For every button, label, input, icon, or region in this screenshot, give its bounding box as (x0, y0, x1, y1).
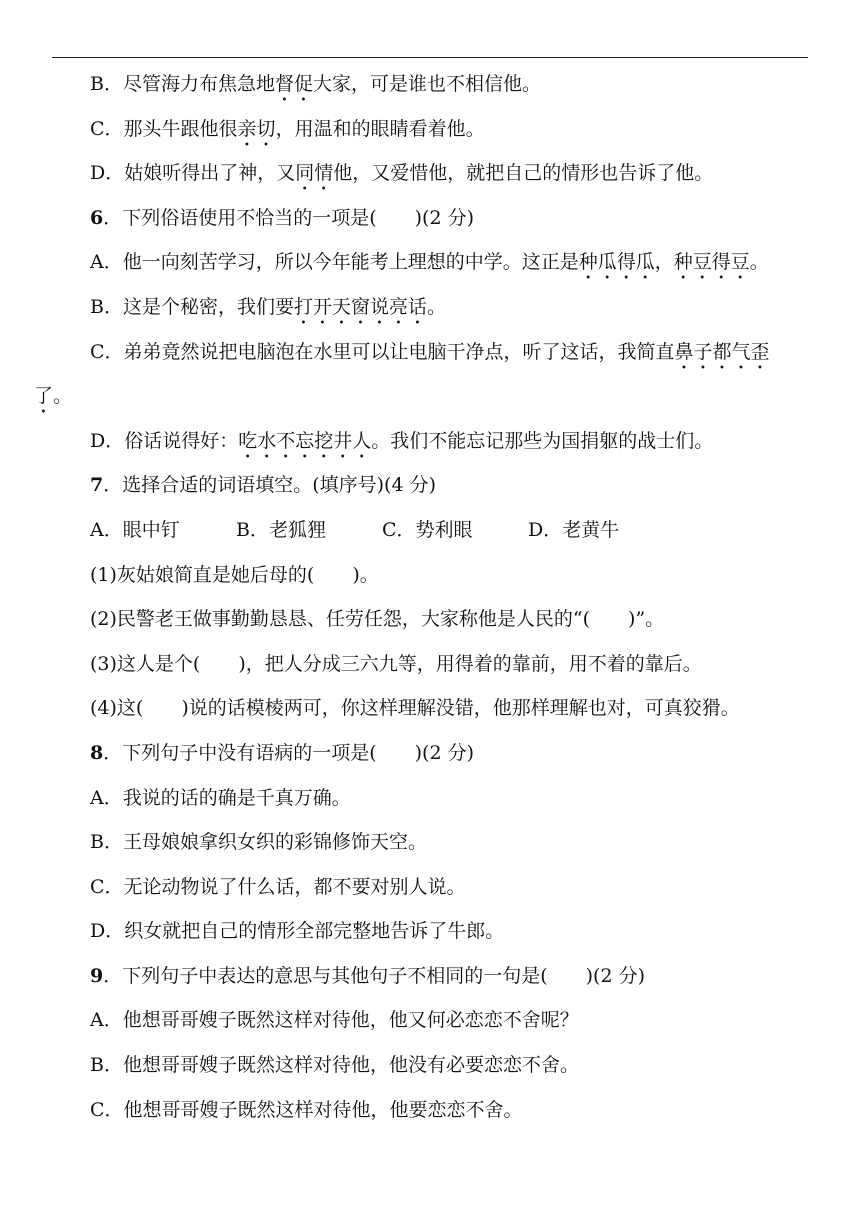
option-text: 。我们不能忘记那些为国捐躯的战士们。 (371, 429, 714, 452)
question-number: 6 (90, 206, 104, 229)
header-rule (52, 57, 808, 58)
option-text: 。 (426, 295, 446, 318)
emphasized-word: 种瓜得瓜，种豆得豆 (578, 251, 750, 274)
q6-option-d (56, 419, 808, 464)
option-text: 。 (749, 251, 769, 274)
emphasized-word: 鼻子都气歪 (674, 340, 770, 363)
q6-option-c (56, 330, 808, 375)
word-choice: C．势利眼 (382, 518, 473, 541)
word-choice: D．老黄牛 (528, 518, 620, 541)
option-text: ，用温和的眼睛看着他。 (275, 117, 485, 140)
question-number: 7 (90, 474, 104, 497)
q9-option-b: B．他想哥哥嫂子既然这样对待他，他没有必要恋恋不舍。 (90, 1054, 579, 1077)
q6-option-b (56, 285, 808, 330)
option-text: C．弟弟竟然说把电脑泡在水里可以让电脑干净点，听了这话，我简直 (90, 340, 675, 363)
question-number: 8 (90, 741, 104, 764)
q9-option-c: C．他想哥哥嫂子既然这样对待他，他要恋恋不舍。 (90, 1098, 523, 1121)
option-text: 。 (53, 385, 73, 408)
question-text: ．选择合适的词语填空。(填序号)(4 分) (103, 474, 437, 497)
option-text: A．他一向刻苦学习，所以今年能考上理想的中学。这正是 (90, 251, 579, 274)
q5-option-c (56, 107, 808, 152)
word-choice: B．老狐狸 (236, 518, 326, 541)
question-text: ．下列句子中没有语病的一项是( )(2 分) (103, 741, 475, 764)
question-6 (56, 196, 808, 241)
question-number: 9 (90, 964, 104, 987)
emphasized-word: 同情 (295, 162, 334, 185)
q8-option-b: B．王母娘娘拿织女织的彩锦修饰天空。 (90, 831, 427, 854)
question-9 (56, 954, 808, 999)
exam-page-content (34, 62, 808, 1132)
option-text: B．尽管海力布焦急地 (90, 73, 275, 95)
emphasized-word: 亲切 (237, 117, 276, 140)
option-text: B．这是个秘密，我们要 (90, 295, 294, 318)
q7-word-choices (56, 508, 808, 553)
q7-sentence-4: (4)这( )说的话模棱两可，你这样理解没错，他那样理解也对，可真狡猾。 (90, 697, 740, 720)
q7-sentence-3: (3)这人是个( )，把人分成三六九等，用得着的靠前，用不着的靠后。 (90, 652, 702, 675)
option-text: 他，又爱惜他，就把自己的情形也告诉了他。 (333, 162, 714, 185)
emphasized-word: 打开天窗说亮话 (293, 295, 427, 318)
q8-option-d: D．织女就把自己的情形全部完整地告诉了牛郎。 (90, 920, 505, 943)
q8-option-c: C．无论动物说了什么话，都不要对别人说。 (90, 875, 466, 898)
q8-option-a: A．我说的话的确是千真万确。 (90, 786, 351, 809)
question-7 (56, 463, 808, 508)
option-text: D．姑娘听得出了神，又 (90, 162, 296, 185)
q5-option-b (56, 62, 808, 107)
option-text: D．俗话说得好： (90, 429, 239, 452)
question-text: ．下列句子中表达的意思与其他句子不相同的一句是( )(2 分) (103, 964, 646, 987)
emphasized-word: 了 (34, 385, 54, 408)
q6-option-a (56, 240, 808, 285)
word-choice: A．眼中钉 (90, 518, 180, 541)
question-text: ．下列俗语使用不恰当的一项是( )(2 分) (103, 206, 475, 229)
question-8 (56, 731, 808, 776)
q6-option-c-continued (34, 374, 808, 419)
emphasized-word: 吃水不忘挖井人 (238, 429, 372, 452)
q7-sentence-2: (2)民警老王做事勤勤恳恳、任劳任怨，大家称他是人民的“( )”。 (90, 608, 665, 631)
option-text: 大家，可是谁也不相信他。 (312, 73, 541, 95)
emphasized-word: 督促 (274, 73, 313, 95)
option-text: C．那头牛跟他很 (90, 117, 238, 140)
q9-option-a: A．他想哥哥嫂子既然这样对待他，他又何必恋恋不舍呢？ (90, 1009, 579, 1032)
q5-option-d (56, 151, 808, 196)
q7-sentence-1: (1)灰姑娘简直是她后母的( )。 (90, 563, 379, 586)
